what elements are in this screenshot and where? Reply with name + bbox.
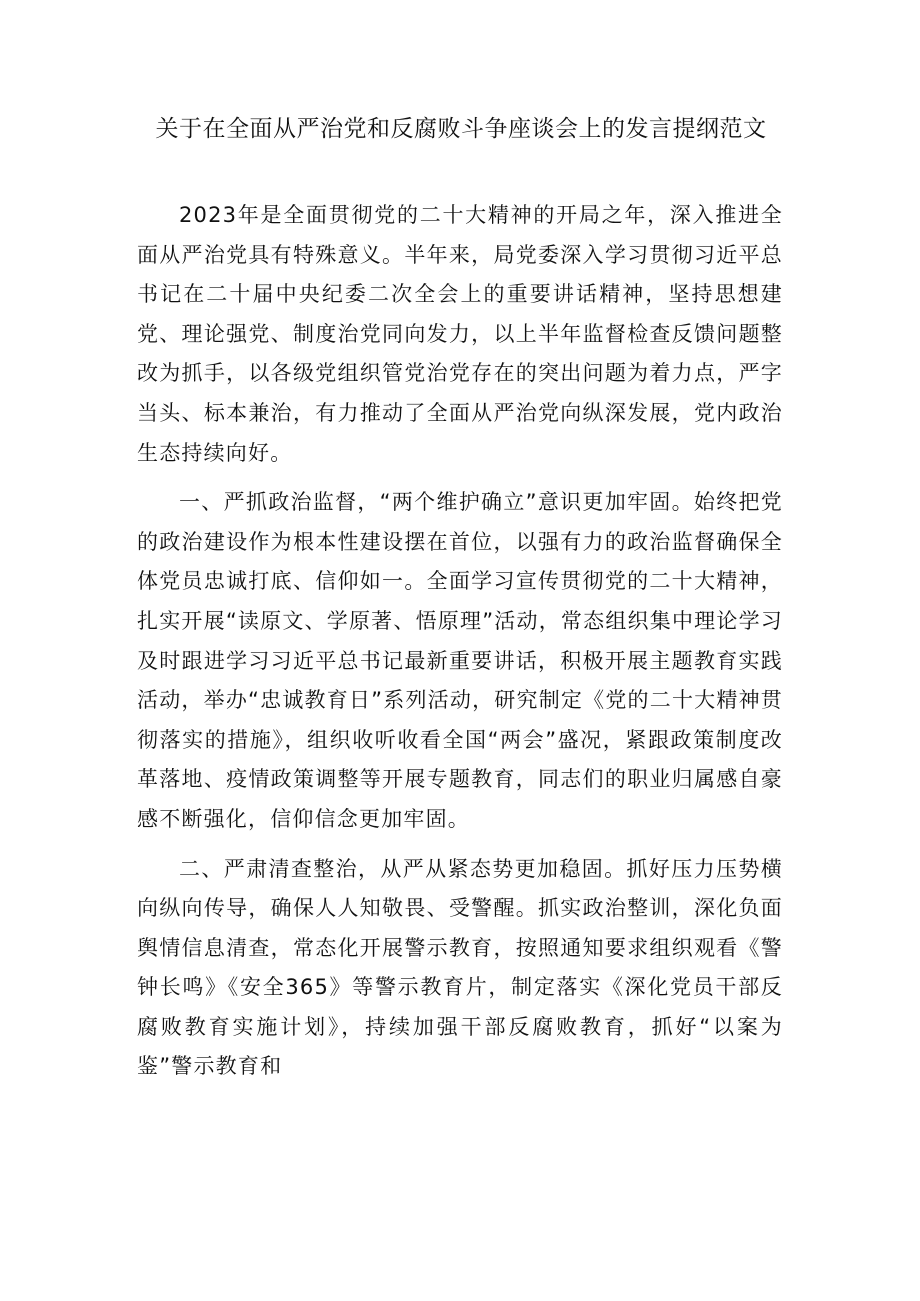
document-title: 关于在全面从严治党和反腐败斗争座谈会上的发言提纲范文 [155, 116, 767, 142]
paragraph-intro: 2023年是全面贯彻党的二十大精神的开局之年，深入推进全面从严治党具有特殊意义。半年来，局党委深入学习贯彻习近平总书记在二十届中央纪委二次全会上的重要讲话精神，坚持思想建党、理论强党、制度治党同向发力，以上半年监督检查反馈问题整改为抓手，以各级党组织管党治党存在的突出问题为着力点，严字当头、标本兼治，有力推动了全面从严治党向纵深发展，党内政治生态持续向好。 [137, 203, 783, 465]
paragraph-inspection-rectification: 二、严肃清查整治，从严从紧态势更加稳固。抓好压力压势横向纵向传导，确保人人知敬畏、受警醒。抓实政治整训，深化负面舆情信息清查，常态化开展警示教育，按照通知要求组织观看《警钟长鸣》《安全365》等警示教育片，制定落实《深化党员干部反腐败教育实施计划》，持续加强干部反腐败教育，抓好“以案为鉴”警示教育和 [137, 856, 783, 1079]
paragraph-political-supervision: 一、严抓政治监督，“两个维护确立”意识更加牢固。始终把党的政治建设作为根本性建设摆在首位，以强有力的政治监督确保全体党员忠诚打底、信仰如一。全面学习宣传贯彻党的二十大精神，扎实开展“读原文、学原著、悟原理”活动，常态组织集中理论学习及时跟进学习习近平总书记最新重要讲话，积极开展主题教育实践活动，举办“忠诚教育日”系列活动，研究制定《党的二十大精神贯彻落实的措施》，组织收听收看全国“两会”盛况，紧跟政策制度改革落地、疫情政策调整等开展专题教育，同志们的职业归属感自豪感不断强化，信仰信念更加牢固。 [137, 490, 783, 831]
document-body [137, 196, 783, 1087]
